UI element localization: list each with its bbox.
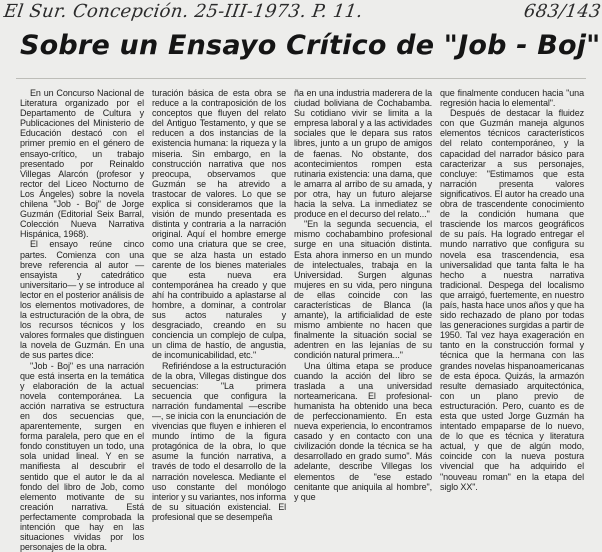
article-column-1 xyxy=(20,88,144,552)
column-4-paragraph-1: que finalmente conducen hacia "una regresión hacia lo elemental". xyxy=(440,88,584,109)
column-3-paragraph-3: Una última etapa se produce cuando la acción del libro se traslada a una universidad norteamericana. El profesional-humanista ha obtenido una beca de perfeccionamiento. En esta nueva experiencia, lo encontramos casado y en contacto con una civilización donde la técnica se ha desarrollado en grado sumo". Más adelante, describe Villegas los elementos de "ese estado cenitante que aniquila al hombre", y que xyxy=(294,360,432,502)
column-4-paragraph-2: Después de destacar la fluidez con que Guzmán maneja algunos elementos técnicos característicos del relato contemporáneo, y la capacidad del narrador básico para caracterizar a sus personajes, concluye: "Estimamos que esta narración presenta valores significativos. El autor ha creado una obra de trascendente conocimiento de la condición humana que trasciende los marcos geográficos de su país. Ha logrado entregar el mundo narrativo que configura su novela esa trascendencia, esa universalidad que tanta falta le ha hecho a nuestra narrativa tradicional. Despega del localismo que arraigó, fuertemente, en nuestro país, hasta hace unos años y que ha sido rechazado de plano por todas las generaciones surgidas a partir de 1950. Tal vez haya exageración en tanto en la construcción formal y técnica que la hermana con las grandes novelas hispanoamericanas de esta época. Quizás, la armazón resulte demasiado arquitectónica, con un plano previo de estructuración. Pero, cuanto es de esta que usted Jorge Guzmán ha intentado empaparse de lo nuevo, de lo que es técnica y literatura actual, y que de algún modo, coincide con la nueva postura vivencial que ha adquirido el "nouveau roman" en la etapa del siglo XX". xyxy=(440,108,584,492)
headline-divider xyxy=(16,78,586,79)
article-column-2 xyxy=(152,88,286,522)
column-3-paragraph-1: ña en una industria maderera de la ciudad boliviana de Cochabamba. Su cotidiano vivir se limita a la empresa laboral y a las actividades sociales que le depara sus ratos libres, junto a un grupo de amigos de faenas. No obstante, dos acontecimientos rompen esta rutinaria existencia: una dama, que le amarra al arribo de su amada, y por otra, hay un futuro alejarse hacia la selva. La inmediatez se produce en el decurso del relato..." xyxy=(294,88,432,220)
article-headline: Sobre un Ensayo Crítico de "Job - Boj" xyxy=(20,30,601,61)
column-1-paragraph-1: En un Concurso Nacional de Literatura organizado por el Departamento de Cultura y Publicaciones del Ministerio de Educación destacó con el primer premio en el género de ensayo-crítico, un trabajo presentado por Reinaldo Villegas Alarcón (profesor y rector del Liceo Nocturno de Los Ángeles) sobre la novela chilena "Job - Boj" de Jorge Guzmán (Editorial Seix Barral, Colección Nueva Narrativa Hispánica, 1968). xyxy=(20,88,144,240)
column-2-paragraph-2: Refiriéndose a la estructuración de la obra, Villegas distingue dos secuencias: "La primera secuencia que configura la narración fundamental —escribe—, se inicia con la enunciación de vivencias que fluyen e inhieren el mundo íntimo de la figura protagónica de la obra, lo que asume la función narrativa, a través de todo el desarrollo de la narración novelesca. Mediante el uso constante del monólogo interior y su variantes, nos informa de su situación existencial. El profesional que se desempeña xyxy=(152,360,286,522)
handwritten-source-date: El Sur. Concepción. 25-III-1973. P. 11. xyxy=(2,1,365,22)
column-2-paragraph-1: turación básica de esta obra se reduce a la contraposición de los conceptos que fluyen del relato del Antiguo Testamento, y que se reducen a dos instancias de la existencia humana: la riqueza y la miseria. Sin embargo, en la construcción narrativa que nos preocupa, observamos que Guzmán se ha atrevido a trastocar de valores. Lo que se explica si consideramos que la visión de mundo presentada es distinta y contraria a la narración original. Aquí el hombre emerge como una criatura que se cree, que se alza hasta un estado carente de los bienes materiales que esta nueva era contemporánea ha creado y que ahí ha contribuido a aplastarse al hombre, a dominar, a controlar sus actos naturales y desgraciado, creando en su conciencia un complejo de culpa, un clima de hastío, de angustia, de incomunicabilidad, etc." xyxy=(152,88,286,361)
column-1-paragraph-2: El ensayo reúne cinco partes. Comienza con una breve referencia al autor —ensayista y catedrático universitario— y se introduce al lector en el posterior análisis de los elementos motivadores, de la estructuración de la obra, de los recursos técnicos y los valores formales que distinguen la novela de Guzmán. En una de sus partes dice: xyxy=(20,239,144,361)
handwritten-annotation xyxy=(2,0,602,26)
article-column-4 xyxy=(440,88,584,492)
handwritten-archive-number: 683/143 xyxy=(522,1,602,22)
article-column-3 xyxy=(294,88,432,502)
column-3-paragraph-2: "En la segunda secuencia, el mismo cochabambino profesional surge en una situación distinta. Esta ahora inmerso en un mundo de intelectuales, trabaja en la Universidad. Surgen algunas mujeres en su vida, pero ninguna de ellas coincide con las características de Blanca (la amante), la artificialidad de este mismo ambiente no hacen que finalmente la situación social se adentren en las lejanías de su condición natural primera..." xyxy=(294,219,432,361)
column-1-paragraph-3: "Job - Boj" es una narración que está inserta en la temática y elaboración de la actual novela contemporánea. La acción narrativa se estructura en dos secuencias que, aparentemente, surgen en forma paralela, pero que en el fondo constituyen un todo, una sola unidad lineal. Y en se manifiesta al descubrir el sentido que el autor le da al fondo del libro de Job, como elemento motivante de su creación narrativa. Está perfectamente comprobada la intención que hay en las situaciones vividas por los personajes de la obra. xyxy=(20,360,144,552)
